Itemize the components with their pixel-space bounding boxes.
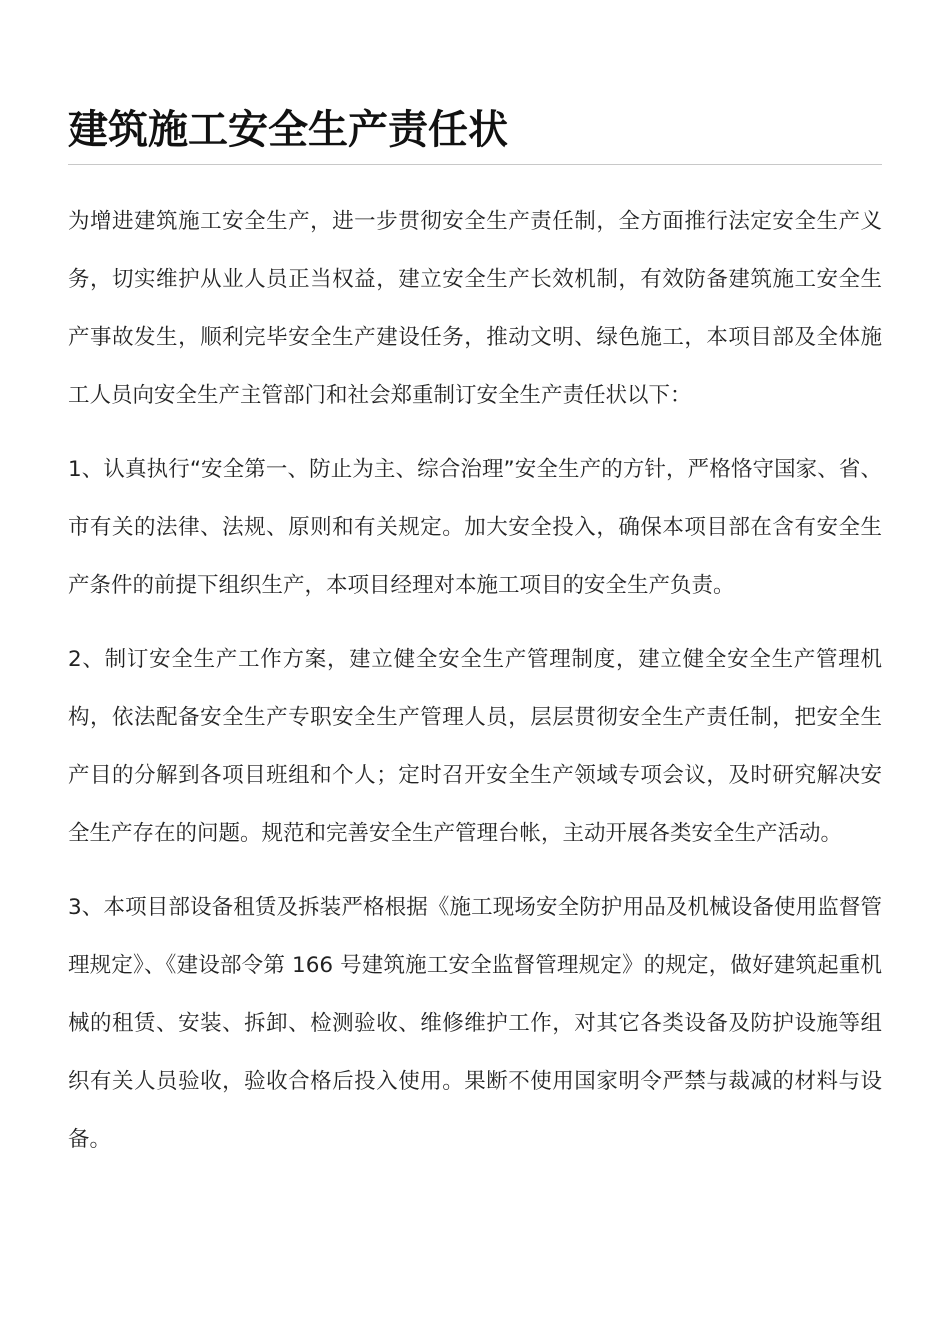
- clause-1-paragraph: 1、认真执行“安全第一、防止为主、综合治理”安全生产的方针，严格恪守国家、省、市有关的法律、法规、原则和有关规定。加大安全投入，确保本项目部在含有安全生产条件的前提下组织生产，本项目经理对本施工项目的安全生产负责。: [68, 457, 882, 598]
- clause-2-paragraph: 2、制订安全生产工作方案，建立健全安全生产管理制度，建立健全安全生产管理机构，依法配备安全生产专职安全生产管理人员，层层贯彻安全生产责任制，把安全生产目的分解到各项目班组和个人；定时召开安全生产领域专项会议，及时研究解决安全生产存在的问题。规范和完善安全生产管理台帐，主动开展各类安全生产活动。: [68, 647, 882, 846]
- document-page: [68, 0, 882, 1185]
- document-title: 建筑施工安全生产责任状: [68, 107, 508, 153]
- clause-3-paragraph: 3、本项目部设备租赁及拆装严格根据《施工现场安全防护用品及机械设备使用监督管理规定》、《建设部令第 166 号建筑施工安全监督管理规定》的规定，做好建筑起重机械的租赁、安装、拆卸、检测验收、维修维护工作，对其它各类设备及防护设施等组织有关人员验收，验收合格后投入使用。果断不使用国家明令严禁与裁减的材料与设备。: [68, 895, 882, 1152]
- title-divider: [68, 164, 882, 165]
- document-body: [68, 193, 882, 1169]
- intro-paragraph: 为增进建筑施工安全生产，进一步贯彻安全生产责任制，全方面推行法定安全生产义务，切实维护从业人员正当权益，建立安全生产长效机制，有效防备建筑施工安全生产事故发生，顺利完毕安全生产建设任务，推动文明、绿色施工，本项目部及全体施工人员向安全生产主管部门和社会郑重制订安全生产责任状以下：: [68, 209, 882, 408]
